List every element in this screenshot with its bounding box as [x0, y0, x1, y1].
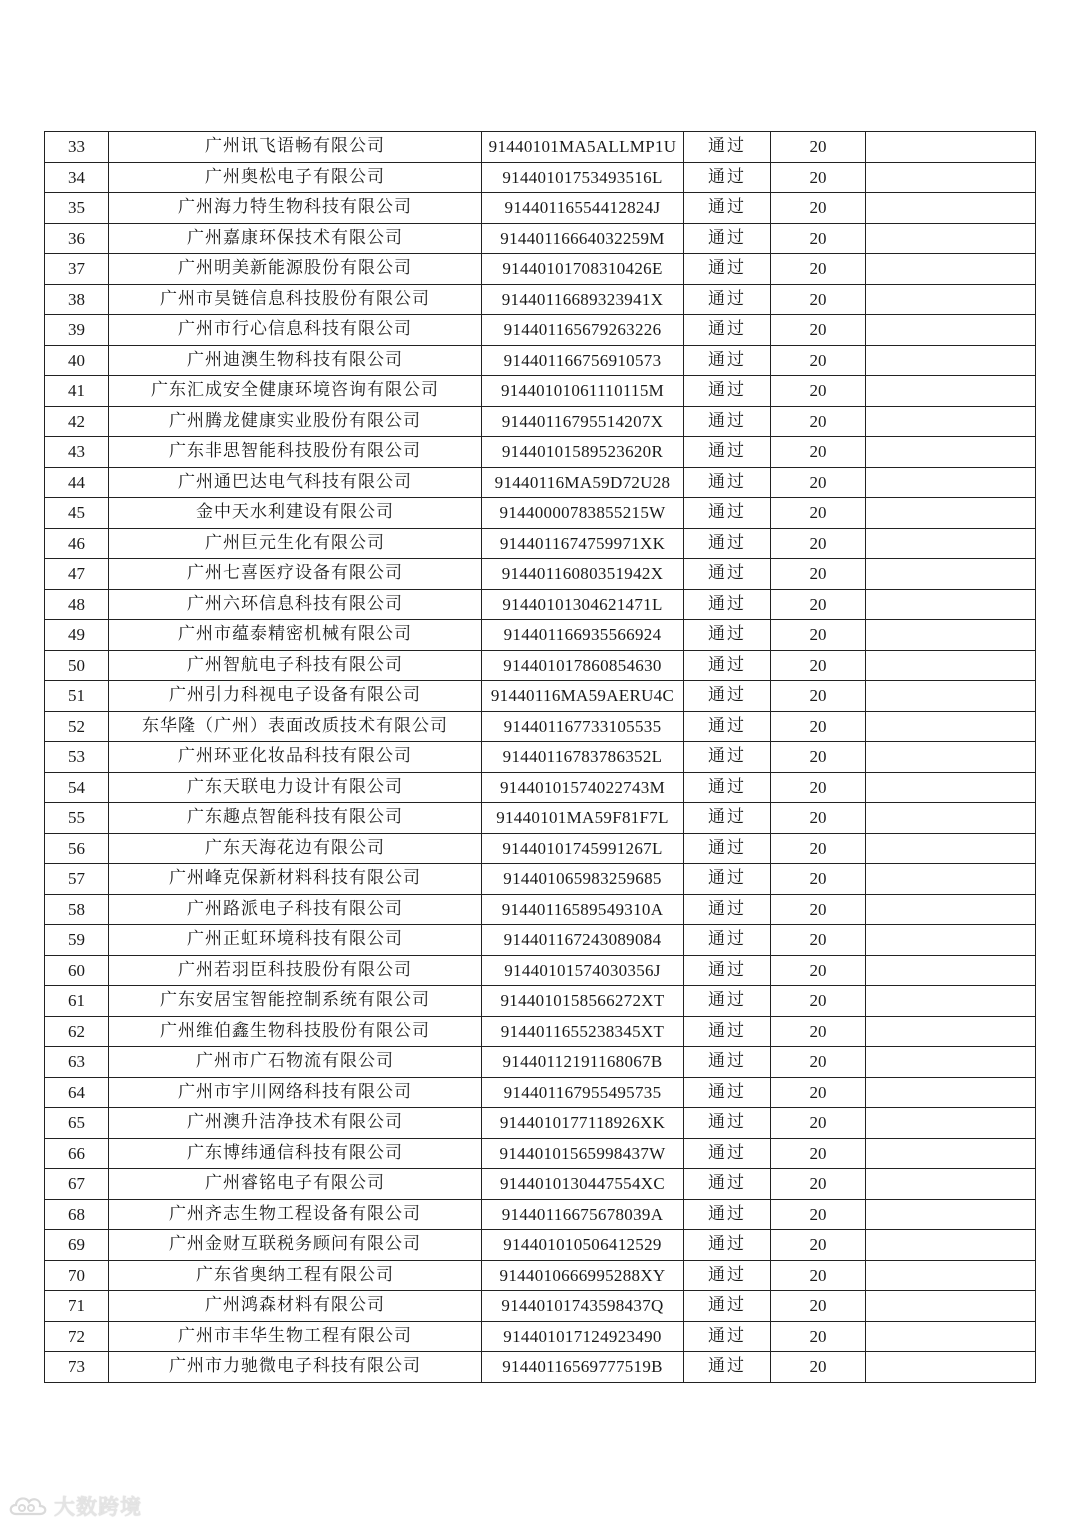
remark-cell — [866, 437, 1036, 468]
credit-code-cell: 9144011674759971XK — [482, 528, 684, 559]
row-number-cell: 39 — [45, 315, 109, 346]
score-cell: 20 — [771, 986, 866, 1017]
credit-code-cell: 91440116569777519B — [482, 1352, 684, 1383]
score-cell: 20 — [771, 894, 866, 925]
row-number-cell: 72 — [45, 1321, 109, 1352]
credit-code-cell: 91440101MA5ALLMP1U — [482, 132, 684, 163]
review-result-cell: 通过 — [684, 162, 771, 193]
table-row — [45, 1108, 1036, 1139]
score-cell: 20 — [771, 254, 866, 285]
row-number-cell: 35 — [45, 193, 109, 224]
row-number-cell: 47 — [45, 559, 109, 590]
company-name-cell: 广州若羽臣科技股份有限公司 — [109, 955, 482, 986]
row-number-cell: 50 — [45, 650, 109, 681]
company-name-cell: 金中天水利建设有限公司 — [109, 498, 482, 529]
company-name-cell: 广东省奥纳工程有限公司 — [109, 1260, 482, 1291]
credit-code-cell: 9144010666995288XY — [482, 1260, 684, 1291]
row-number-cell: 63 — [45, 1047, 109, 1078]
company-name-cell: 广东博纬通信科技有限公司 — [109, 1138, 482, 1169]
credit-code-cell: 91440101MA59F81F7L — [482, 803, 684, 834]
review-result-cell: 通过 — [684, 1108, 771, 1139]
watermark — [6, 1486, 142, 1526]
table-row — [45, 1260, 1036, 1291]
credit-code-cell: 9144010177118926XK — [482, 1108, 684, 1139]
row-number-cell: 53 — [45, 742, 109, 773]
score-cell: 20 — [771, 1230, 866, 1261]
credit-code-cell: 91440116675678039A — [482, 1199, 684, 1230]
remark-cell — [866, 894, 1036, 925]
remark-cell — [866, 559, 1036, 590]
row-number-cell: 62 — [45, 1016, 109, 1047]
company-name-cell: 广州澳升洁净技术有限公司 — [109, 1108, 482, 1139]
table-row — [45, 223, 1036, 254]
company-name-cell: 广州鸿森材料有限公司 — [109, 1291, 482, 1322]
table-row — [45, 803, 1036, 834]
row-number-cell: 70 — [45, 1260, 109, 1291]
review-result-cell: 通过 — [684, 193, 771, 224]
company-name-cell: 广东汇成安全健康环境咨询有限公司 — [109, 376, 482, 407]
remark-cell — [866, 1321, 1036, 1352]
row-number-cell: 34 — [45, 162, 109, 193]
remark-cell — [866, 1291, 1036, 1322]
row-number-cell: 36 — [45, 223, 109, 254]
row-number-cell: 61 — [45, 986, 109, 1017]
score-cell: 20 — [771, 223, 866, 254]
review-result-cell: 通过 — [684, 864, 771, 895]
remark-cell — [866, 955, 1036, 986]
row-number-cell: 40 — [45, 345, 109, 376]
table-row — [45, 162, 1036, 193]
credit-code-cell: 914401017860854630 — [482, 650, 684, 681]
score-cell: 20 — [771, 681, 866, 712]
review-result-cell: 通过 — [684, 1291, 771, 1322]
score-cell: 20 — [771, 132, 866, 163]
review-result-cell: 通过 — [684, 223, 771, 254]
table-row — [45, 437, 1036, 468]
credit-code-cell: 91440101574030356J — [482, 955, 684, 986]
review-result-cell: 通过 — [684, 498, 771, 529]
row-number-cell: 37 — [45, 254, 109, 285]
remark-cell — [866, 1230, 1036, 1261]
review-result-cell: 通过 — [684, 376, 771, 407]
review-result-cell: 通过 — [684, 1016, 771, 1047]
row-number-cell: 54 — [45, 772, 109, 803]
row-number-cell: 66 — [45, 1138, 109, 1169]
company-name-cell: 广州环亚化妆品科技有限公司 — [109, 742, 482, 773]
row-number-cell: 42 — [45, 406, 109, 437]
remark-cell — [866, 1077, 1036, 1108]
review-result-cell: 通过 — [684, 1321, 771, 1352]
row-number-cell: 57 — [45, 864, 109, 895]
remark-cell — [866, 132, 1036, 163]
review-result-cell: 通过 — [684, 894, 771, 925]
row-number-cell: 73 — [45, 1352, 109, 1383]
score-cell: 20 — [771, 1352, 866, 1383]
score-cell: 20 — [771, 284, 866, 315]
company-name-cell: 广州六环信息科技有限公司 — [109, 589, 482, 620]
credit-code-cell: 914401167955495735 — [482, 1077, 684, 1108]
score-cell: 20 — [771, 833, 866, 864]
review-result-cell: 通过 — [684, 1047, 771, 1078]
review-result-cell: 通过 — [684, 955, 771, 986]
credit-code-cell: 91440101304621471L — [482, 589, 684, 620]
score-cell: 20 — [771, 498, 866, 529]
review-result-cell: 通过 — [684, 254, 771, 285]
table-row — [45, 772, 1036, 803]
review-result-cell: 通过 — [684, 406, 771, 437]
row-number-cell: 48 — [45, 589, 109, 620]
row-number-cell: 68 — [45, 1199, 109, 1230]
table-row — [45, 1199, 1036, 1230]
company-name-cell: 广州奥松电子有限公司 — [109, 162, 482, 193]
table-row — [45, 833, 1036, 864]
credit-code-cell: 914401065983259685 — [482, 864, 684, 895]
review-result-cell: 通过 — [684, 559, 771, 590]
score-cell: 20 — [771, 345, 866, 376]
table-row — [45, 864, 1036, 895]
score-cell: 20 — [771, 742, 866, 773]
table-row — [45, 406, 1036, 437]
credit-code-cell: 91440101589523620R — [482, 437, 684, 468]
company-name-cell: 广州七喜医疗设备有限公司 — [109, 559, 482, 590]
remark-cell — [866, 376, 1036, 407]
credit-code-cell: 91440101565998437W — [482, 1138, 684, 1169]
row-number-cell: 41 — [45, 376, 109, 407]
review-result-cell: 通过 — [684, 986, 771, 1017]
row-number-cell: 51 — [45, 681, 109, 712]
score-cell: 20 — [771, 376, 866, 407]
credit-code-cell: 91440101743598437Q — [482, 1291, 684, 1322]
review-result-cell: 通过 — [684, 284, 771, 315]
review-result-cell: 通过 — [684, 620, 771, 651]
company-name-cell: 广州维伯鑫生物科技股份有限公司 — [109, 1016, 482, 1047]
row-number-cell: 46 — [45, 528, 109, 559]
company-name-cell: 广东天海花边有限公司 — [109, 833, 482, 864]
row-number-cell: 67 — [45, 1169, 109, 1200]
credit-code-cell: 91440116554412824J — [482, 193, 684, 224]
table-row — [45, 467, 1036, 498]
credit-code-cell: 91440116MA59AERU4C — [482, 681, 684, 712]
remark-cell — [866, 925, 1036, 956]
company-name-cell: 广州路派电子科技有限公司 — [109, 894, 482, 925]
review-result-cell: 通过 — [684, 742, 771, 773]
review-result-cell: 通过 — [684, 1260, 771, 1291]
table-row — [45, 345, 1036, 376]
score-cell: 20 — [771, 467, 866, 498]
remark-cell — [866, 711, 1036, 742]
cloud-logo-icon — [6, 1492, 50, 1520]
score-cell: 20 — [771, 1169, 866, 1200]
score-cell: 20 — [771, 162, 866, 193]
credit-code-cell: 91440101708310426E — [482, 254, 684, 285]
company-name-cell: 广州睿铭电子有限公司 — [109, 1169, 482, 1200]
credit-code-cell: 91440000783855215W — [482, 498, 684, 529]
credit-code-cell: 914401166935566924 — [482, 620, 684, 651]
credit-code-cell: 91440101574022743M — [482, 772, 684, 803]
table-row — [45, 955, 1036, 986]
remark-cell — [866, 681, 1036, 712]
row-number-cell: 33 — [45, 132, 109, 163]
row-number-cell: 38 — [45, 284, 109, 315]
score-cell: 20 — [771, 437, 866, 468]
review-result-cell: 通过 — [684, 711, 771, 742]
score-cell: 20 — [771, 1291, 866, 1322]
remark-cell — [866, 467, 1036, 498]
remark-cell — [866, 254, 1036, 285]
table-row — [45, 559, 1036, 590]
score-cell: 20 — [771, 1108, 866, 1139]
review-result-cell: 通过 — [684, 803, 771, 834]
table-row — [45, 681, 1036, 712]
review-result-cell: 通过 — [684, 589, 771, 620]
remark-cell — [866, 315, 1036, 346]
review-result-cell: 通过 — [684, 1169, 771, 1200]
table-row — [45, 254, 1036, 285]
remark-cell — [866, 742, 1036, 773]
remark-cell — [866, 864, 1036, 895]
score-cell: 20 — [771, 1138, 866, 1169]
remark-cell — [866, 620, 1036, 651]
table-row — [45, 1138, 1036, 1169]
table-row — [45, 1169, 1036, 1200]
company-name-cell: 广州市力驰微电子科技有限公司 — [109, 1352, 482, 1383]
credit-code-cell: 9144010158566272XT — [482, 986, 684, 1017]
company-name-cell: 广州齐志生物工程设备有限公司 — [109, 1199, 482, 1230]
review-result-cell: 通过 — [684, 467, 771, 498]
table-body — [45, 132, 1036, 1383]
review-result-cell: 通过 — [684, 1199, 771, 1230]
table-row — [45, 620, 1036, 651]
table-row — [45, 711, 1036, 742]
credit-code-cell: 914401166756910573 — [482, 345, 684, 376]
remark-cell — [866, 223, 1036, 254]
row-number-cell: 71 — [45, 1291, 109, 1322]
table-row — [45, 1291, 1036, 1322]
row-number-cell: 45 — [45, 498, 109, 529]
review-result-cell: 通过 — [684, 772, 771, 803]
credit-code-cell: 91440116783786352L — [482, 742, 684, 773]
credit-code-cell: 9144011655238345XT — [482, 1016, 684, 1047]
company-name-cell: 广州引力科视电子设备有限公司 — [109, 681, 482, 712]
remark-cell — [866, 1169, 1036, 1200]
review-result-cell: 通过 — [684, 650, 771, 681]
credit-code-cell: 91440101753493516L — [482, 162, 684, 193]
remark-cell — [866, 772, 1036, 803]
row-number-cell: 56 — [45, 833, 109, 864]
review-result-cell: 通过 — [684, 315, 771, 346]
credit-code-cell: 91440101061110115M — [482, 376, 684, 407]
credit-code-cell: 91440116080351942X — [482, 559, 684, 590]
score-cell: 20 — [771, 315, 866, 346]
table-row — [45, 1321, 1036, 1352]
credit-code-cell: 91440116664032259M — [482, 223, 684, 254]
credit-code-cell: 9144010130447554XC — [482, 1169, 684, 1200]
company-name-cell: 广州市丰华生物工程有限公司 — [109, 1321, 482, 1352]
row-number-cell: 65 — [45, 1108, 109, 1139]
company-name-cell: 广州海力特生物科技有限公司 — [109, 193, 482, 224]
credit-code-cell: 91440116689323941X — [482, 284, 684, 315]
remark-cell — [866, 1352, 1036, 1383]
review-result-cell: 通过 — [684, 1077, 771, 1108]
company-name-cell: 广州腾龙健康实业股份有限公司 — [109, 406, 482, 437]
table-row — [45, 1230, 1036, 1261]
table-row — [45, 894, 1036, 925]
company-name-cell: 广州讯飞语畅有限公司 — [109, 132, 482, 163]
table-row — [45, 315, 1036, 346]
row-number-cell: 49 — [45, 620, 109, 651]
row-number-cell: 69 — [45, 1230, 109, 1261]
row-number-cell: 52 — [45, 711, 109, 742]
table-row — [45, 925, 1036, 956]
table-row — [45, 650, 1036, 681]
watermark-text: 大数跨境 — [54, 1495, 142, 1519]
review-result-cell: 通过 — [684, 132, 771, 163]
score-cell: 20 — [771, 772, 866, 803]
company-name-cell: 广州市蕴泰精密机械有限公司 — [109, 620, 482, 651]
table-row — [45, 986, 1036, 1017]
table-row — [45, 1047, 1036, 1078]
remark-cell — [866, 1138, 1036, 1169]
score-cell: 20 — [771, 864, 866, 895]
company-name-cell: 广州市宇川网络科技有限公司 — [109, 1077, 482, 1108]
review-result-cell: 通过 — [684, 345, 771, 376]
review-result-cell: 通过 — [684, 681, 771, 712]
table-row — [45, 132, 1036, 163]
company-name-cell: 广州市行心信息科技有限公司 — [109, 315, 482, 346]
company-name-cell: 广州正虹环境科技有限公司 — [109, 925, 482, 956]
remark-cell — [866, 162, 1036, 193]
score-cell: 20 — [771, 193, 866, 224]
review-result-cell: 通过 — [684, 528, 771, 559]
company-name-cell: 广州迪澳生物科技有限公司 — [109, 345, 482, 376]
company-name-cell: 广州巨元生化有限公司 — [109, 528, 482, 559]
row-number-cell: 43 — [45, 437, 109, 468]
company-name-cell: 广州市昊链信息科技股份有限公司 — [109, 284, 482, 315]
remark-cell — [866, 803, 1036, 834]
company-name-cell: 广州峰克保新材料科技有限公司 — [109, 864, 482, 895]
score-cell: 20 — [771, 650, 866, 681]
row-number-cell: 44 — [45, 467, 109, 498]
table-row — [45, 1352, 1036, 1383]
credit-code-cell: 91440116MA59D72U28 — [482, 467, 684, 498]
table-row — [45, 376, 1036, 407]
company-name-cell: 广州嘉康环保技术有限公司 — [109, 223, 482, 254]
credit-code-cell: 91440116795514207X — [482, 406, 684, 437]
credit-code-cell: 914401165679263226 — [482, 315, 684, 346]
score-cell: 20 — [771, 955, 866, 986]
table-row — [45, 284, 1036, 315]
table-row — [45, 742, 1036, 773]
review-result-cell: 通过 — [684, 1352, 771, 1383]
company-name-cell: 广州通巴达电气科技有限公司 — [109, 467, 482, 498]
row-number-cell: 59 — [45, 925, 109, 956]
remark-cell — [866, 193, 1036, 224]
credit-code-cell: 914401017124923490 — [482, 1321, 684, 1352]
remark-cell — [866, 498, 1036, 529]
score-cell: 20 — [771, 559, 866, 590]
score-cell: 20 — [771, 528, 866, 559]
company-name-cell: 东华隆（广州）表面改质技术有限公司 — [109, 711, 482, 742]
score-cell: 20 — [771, 406, 866, 437]
score-cell: 20 — [771, 1077, 866, 1108]
score-cell: 20 — [771, 620, 866, 651]
credit-code-cell: 914401167243089084 — [482, 925, 684, 956]
credit-code-cell: 914401167733105535 — [482, 711, 684, 742]
row-number-cell: 58 — [45, 894, 109, 925]
remark-cell — [866, 284, 1036, 315]
row-number-cell: 64 — [45, 1077, 109, 1108]
remark-cell — [866, 986, 1036, 1017]
credit-code-cell: 91440116589549310A — [482, 894, 684, 925]
row-number-cell: 60 — [45, 955, 109, 986]
remark-cell — [866, 1016, 1036, 1047]
credit-code-cell: 91440112191168067B — [482, 1047, 684, 1078]
remark-cell — [866, 1199, 1036, 1230]
table-row — [45, 528, 1036, 559]
remark-cell — [866, 528, 1036, 559]
company-list-table — [44, 131, 1036, 1383]
score-cell: 20 — [771, 1047, 866, 1078]
company-name-cell: 广东安居宝智能控制系统有限公司 — [109, 986, 482, 1017]
credit-code-cell: 91440101745991267L — [482, 833, 684, 864]
remark-cell — [866, 1260, 1036, 1291]
table-row — [45, 1077, 1036, 1108]
score-cell: 20 — [771, 925, 866, 956]
company-name-cell: 广东天联电力设计有限公司 — [109, 772, 482, 803]
score-cell: 20 — [771, 1199, 866, 1230]
score-cell: 20 — [771, 1321, 866, 1352]
table-row — [45, 193, 1036, 224]
company-name-cell: 广东非思智能科技股份有限公司 — [109, 437, 482, 468]
table-row — [45, 498, 1036, 529]
table-row — [45, 589, 1036, 620]
review-result-cell: 通过 — [684, 925, 771, 956]
review-result-cell: 通过 — [684, 1138, 771, 1169]
company-name-cell: 广州市广石物流有限公司 — [109, 1047, 482, 1078]
company-name-cell: 广东趣点智能科技有限公司 — [109, 803, 482, 834]
score-cell: 20 — [771, 1260, 866, 1291]
review-result-cell: 通过 — [684, 833, 771, 864]
table-row — [45, 1016, 1036, 1047]
remark-cell — [866, 833, 1036, 864]
credit-code-cell: 914401010506412529 — [482, 1230, 684, 1261]
score-cell: 20 — [771, 589, 866, 620]
company-name-cell: 广州智航电子科技有限公司 — [109, 650, 482, 681]
score-cell: 20 — [771, 711, 866, 742]
score-cell: 20 — [771, 803, 866, 834]
remark-cell — [866, 1108, 1036, 1139]
review-result-cell: 通过 — [684, 437, 771, 468]
remark-cell — [866, 345, 1036, 376]
remark-cell — [866, 1047, 1036, 1078]
remark-cell — [866, 406, 1036, 437]
row-number-cell: 55 — [45, 803, 109, 834]
company-name-cell: 广州金财互联税务顾问有限公司 — [109, 1230, 482, 1261]
remark-cell — [866, 589, 1036, 620]
remark-cell — [866, 650, 1036, 681]
score-cell: 20 — [771, 1016, 866, 1047]
company-name-cell: 广州明美新能源股份有限公司 — [109, 254, 482, 285]
review-result-cell: 通过 — [684, 1230, 771, 1261]
